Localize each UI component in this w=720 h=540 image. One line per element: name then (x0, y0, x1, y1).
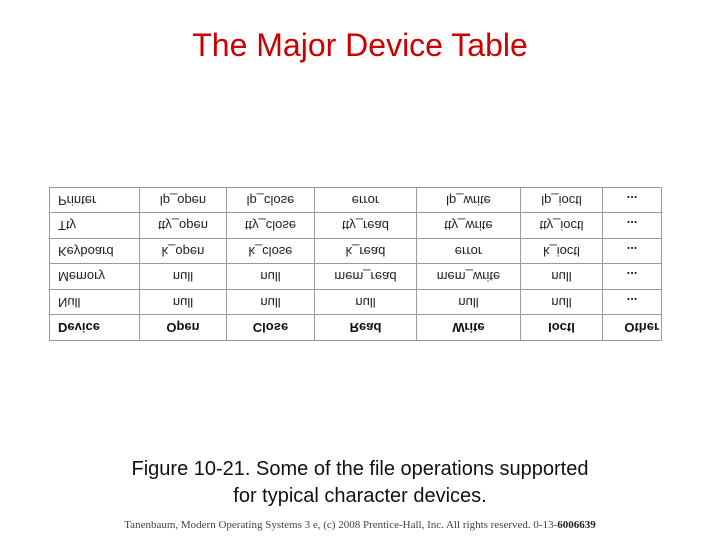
footer-text: Tanenbaum, Modern Operating Systems 3 e, (c) 2008 Prentice-Hall, Inc. All rights reserved. 0-13- (124, 519, 558, 531)
table-cell: Memory (50, 264, 140, 290)
table-header-row (50, 315, 662, 341)
device-table (49, 187, 662, 341)
copyright-footer (0, 519, 720, 531)
table-cell: lp_close (227, 188, 315, 214)
table-cell: tty_close (227, 213, 315, 239)
table-cell: null (417, 290, 521, 316)
table-cell: tty_ioctl (521, 213, 603, 239)
table-row (50, 239, 662, 265)
table-cell: null (140, 264, 227, 290)
table-row (50, 264, 662, 290)
table-cell: null (315, 290, 417, 316)
table-cell: k_read (315, 239, 417, 265)
table-cell: Keyboard (50, 239, 140, 265)
column-header: Open (140, 315, 227, 341)
table-cell: null (521, 264, 603, 290)
caption-line: Figure 10-21. Some of the file operations supported (131, 458, 589, 480)
table-cell: tty_read (315, 213, 417, 239)
column-header: Other (603, 315, 662, 341)
column-header: Write (417, 315, 521, 341)
figure-caption (0, 456, 720, 510)
table-cell: Printer (50, 188, 140, 214)
column-header: Read (315, 315, 417, 341)
table-row (50, 188, 662, 214)
column-header: Ioctl (521, 315, 603, 341)
table-cell: mem_write (417, 264, 521, 290)
table-cell: tty_open (140, 213, 227, 239)
table-cell: ... (603, 188, 662, 214)
table-cell: null (521, 290, 603, 316)
table-cell: ... (603, 213, 662, 239)
table-cell: error (417, 239, 521, 265)
table-cell: lp_write (417, 188, 521, 214)
table-cell: mem_read (315, 264, 417, 290)
slide-title: The Major Device Table (192, 27, 528, 63)
table-cell: k_close (227, 239, 315, 265)
table-cell: tty_write (417, 213, 521, 239)
column-header: Device (50, 315, 140, 341)
table-cell: ... (603, 264, 662, 290)
figure-image (49, 187, 661, 341)
table-cell: Tty (50, 213, 140, 239)
table-cell: k_ioctl (521, 239, 603, 265)
table-cell: Null (50, 290, 140, 316)
table-cell: error (315, 188, 417, 214)
caption-line: for typical character devices. (233, 485, 487, 507)
table-row (50, 290, 662, 316)
table-cell: lp_open (140, 188, 227, 214)
table-row (50, 213, 662, 239)
column-header: Close (227, 315, 315, 341)
footer-isbn: 6006639 (557, 519, 596, 531)
table-cell: ... (603, 290, 662, 316)
table-cell: null (227, 264, 315, 290)
table-cell: ... (603, 239, 662, 265)
table-cell: lp_ioctl (521, 188, 603, 214)
table-cell: null (227, 290, 315, 316)
table-cell: null (140, 290, 227, 316)
table-cell: k_open (140, 239, 227, 265)
